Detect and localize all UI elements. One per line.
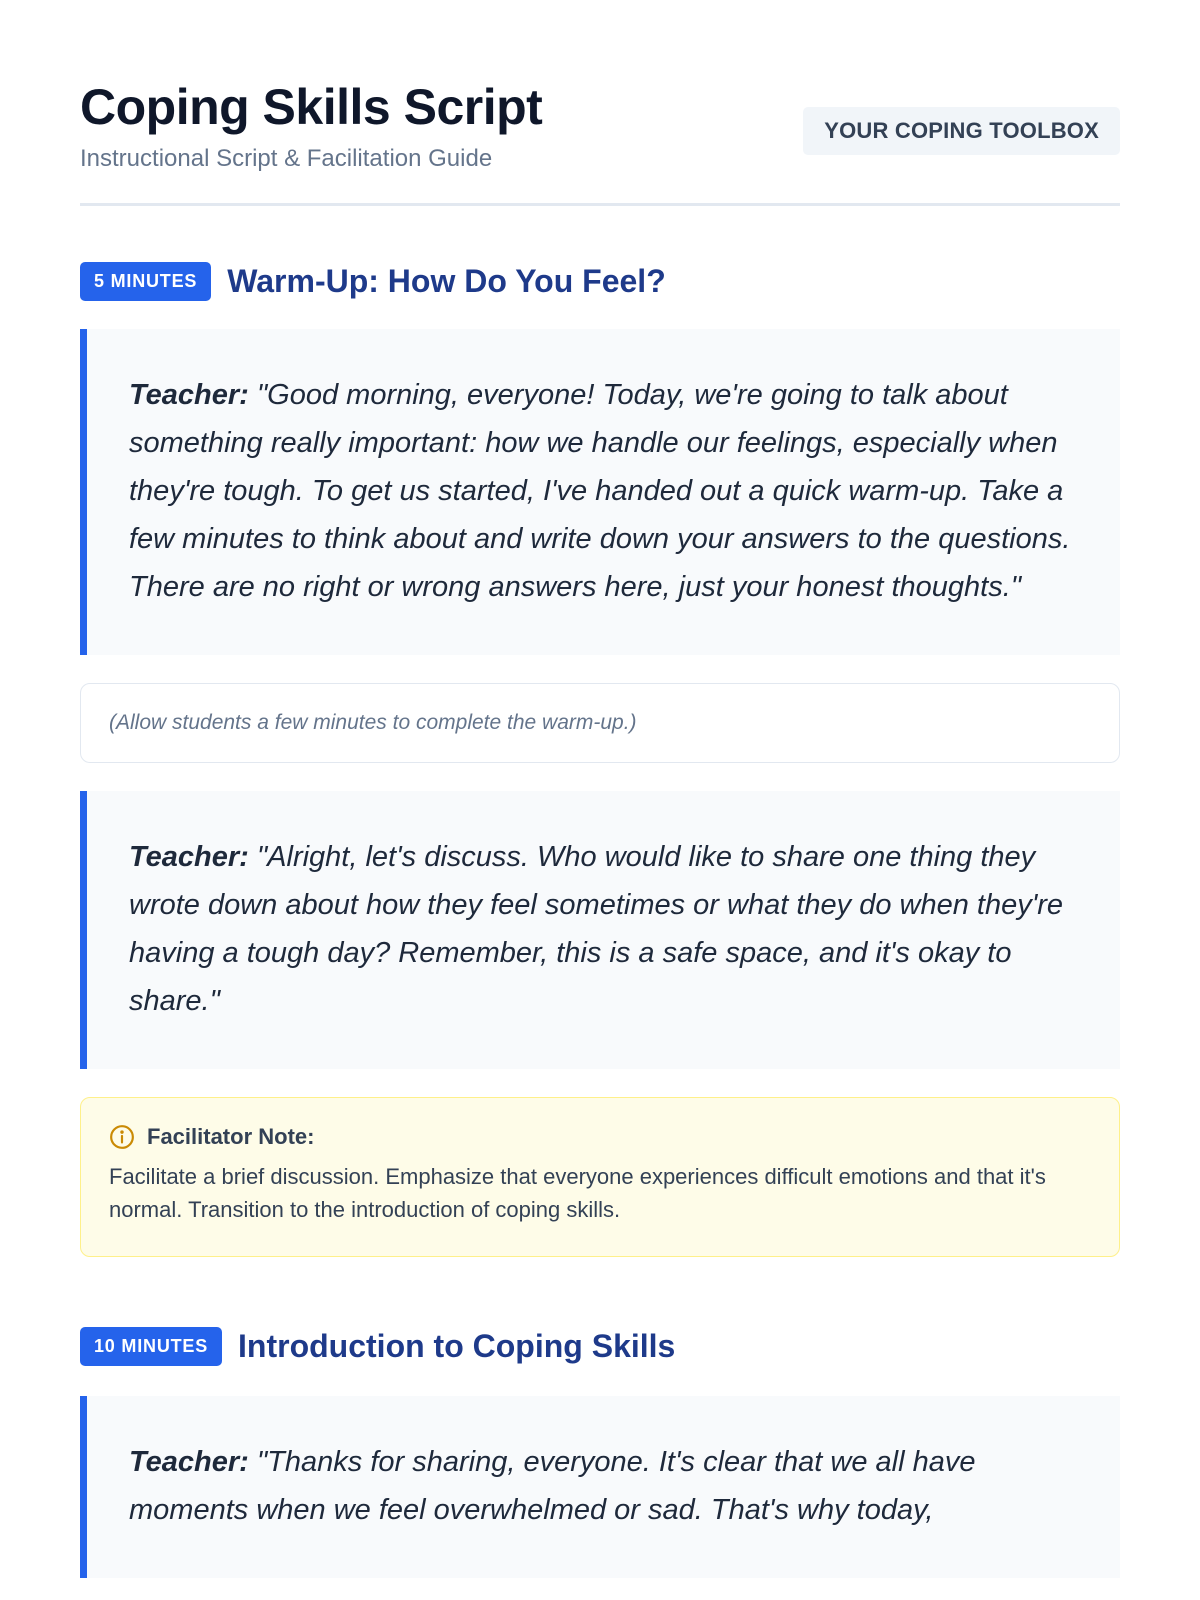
facilitator-note [80, 1097, 1120, 1257]
section-title: Introduction to Coping Skills [238, 1328, 676, 1364]
time-badge: 5 MINUTES [80, 262, 211, 301]
speaker-label: Teacher: [129, 1446, 249, 1478]
title-group [80, 80, 542, 173]
section-warm-up [80, 262, 1120, 1257]
time-badge: 10 MINUTES [80, 1327, 222, 1366]
teacher-script [80, 329, 1120, 655]
document-header [80, 80, 1120, 206]
page-title: Coping Skills Script [80, 79, 543, 135]
speaker-label: Teacher: [129, 379, 249, 411]
script-text: "Good morning, everyone! Today, we're going to talk about something really important: how we handle our feelings, especially when they're tough. To get us started, I've handed out a quick warm-up. Take a few minutes to think about and write down your answers to the questions. There are no right or wrong answers here, just your honest thoughts." [129, 379, 1071, 603]
section-heading [80, 262, 1120, 301]
section-heading [80, 1327, 1120, 1366]
stage-direction: (Allow students a few minutes to complete the warm-up.) [80, 683, 1120, 763]
script-text: "Thanks for sharing, everyone. It's clear that we all have moments when we feel overwhelmed or sad. That's why today, [129, 1446, 976, 1526]
teacher-script [80, 791, 1120, 1069]
teacher-script [80, 1396, 1120, 1578]
note-heading [109, 1124, 1091, 1150]
toolbox-badge: YOUR COPING TOOLBOX [803, 107, 1120, 155]
note-text: Facilitate a brief discussion. Emphasize that everyone experiences difficult emotions and that it's normal. Transition to the introduction of coping skills. [109, 1164, 1046, 1222]
section-introduction [80, 1327, 1120, 1578]
info-circle-icon [109, 1124, 135, 1150]
section-title: Warm-Up: How Do You Feel? [227, 263, 666, 299]
script-text: "Alright, let's discuss. Who would like to share one thing they wrote down about how they feel sometimes or what they do when they're having a tough day? Remember, this is a safe space, and it's okay to share." [129, 841, 1064, 1017]
note-label: Facilitator Note: [147, 1124, 315, 1149]
page-subtitle: Instructional Script & Facilitation Guide [80, 145, 493, 172]
speaker-label: Teacher: [129, 841, 249, 873]
